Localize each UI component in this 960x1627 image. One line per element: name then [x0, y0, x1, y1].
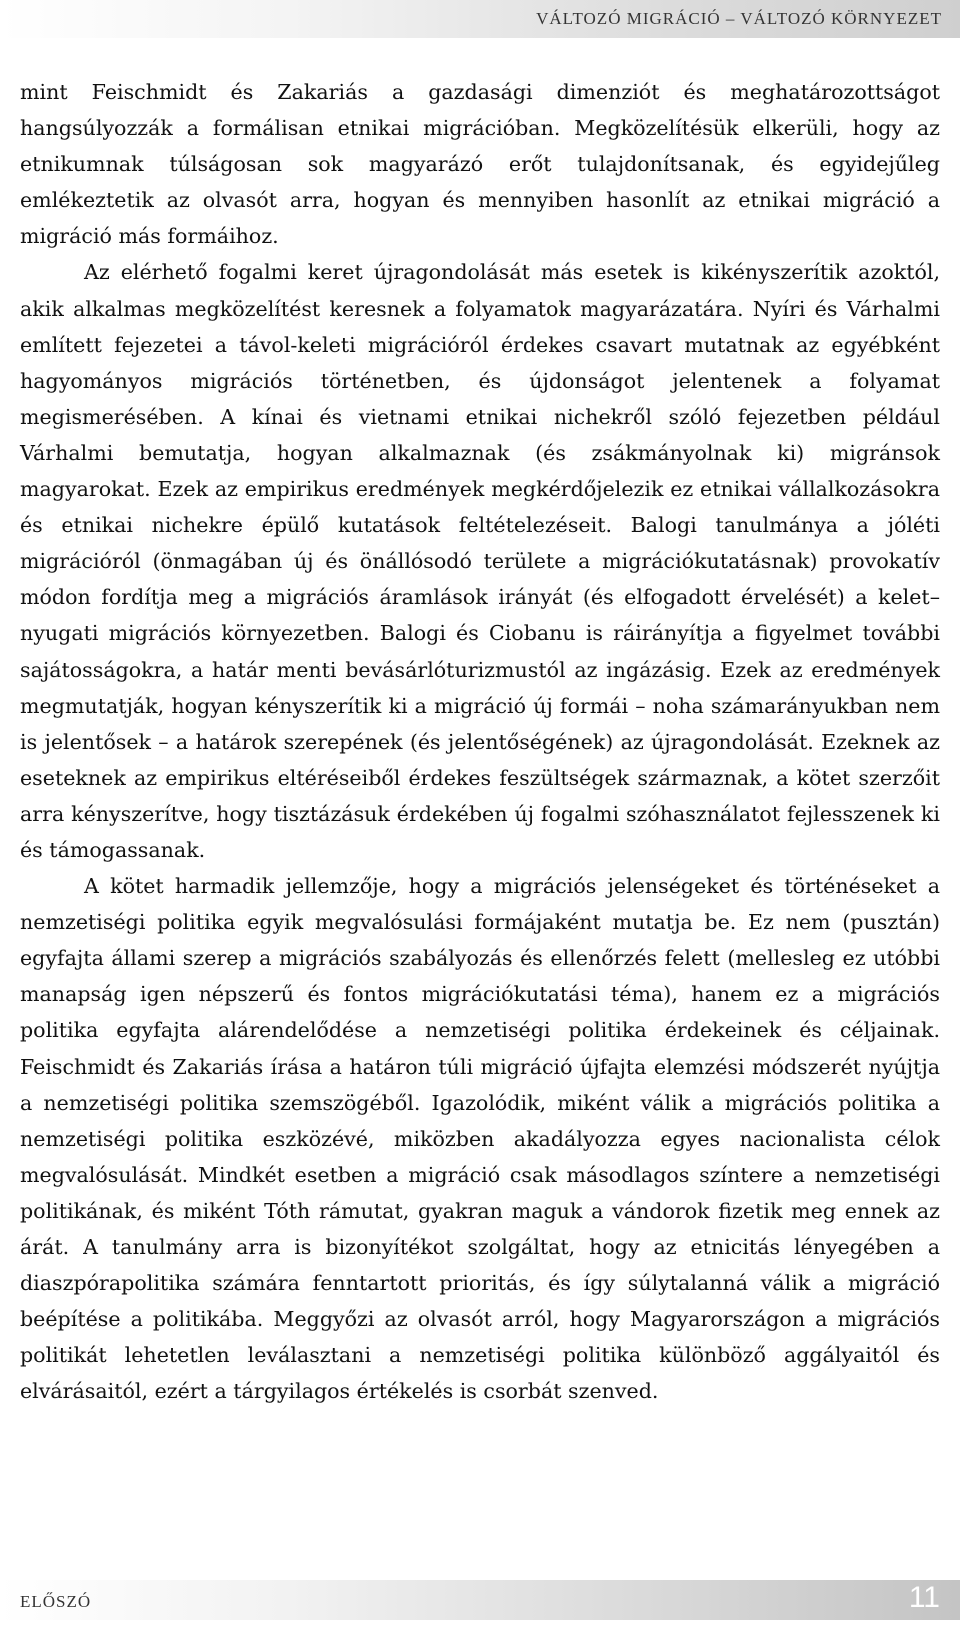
page-number: 11 [908, 1581, 940, 1614]
running-title: VÁLTOZÓ MIGRÁCIÓ – VÁLTOZÓ KÖRNYEZET [536, 9, 942, 28]
running-footer [0, 1580, 960, 1620]
section-label: ELŐSZÓ [20, 1592, 92, 1611]
paragraph: A kötet harmadik jellemzője, hogy a migrációs jelenségeket és történéseket a nemzetiségi politika egyik megvalósulási formájaként mutatja be. Ez nem (pusztán) egyfajta állami szerep a migrációs szabályozás és ellenőrzés felett (mellesleg ez utóbbi manapság igen népszerű és fontos migrációkutatási téma), hanem ez a migrációs politika egyfajta alárendelődése a nemzetiségi politika érdekeinek és céljainak. Feischmidt és Zakariás írása a határon túli migráció újfajta elemzési módszerét nyújtja a nemzetiségi politika szemszögéből. Igazolódik, miként válik a migrációs politika a nemzetiségi politika eszközévé, miközben akadályozza egyes nacionalista célok megvalósulását. Mindkét esetben a migráció csak másodlagos színtere a nemzetiségi politikának, és miként Tóth rámutat, gyakran maguk a vándorok fizetik meg ennek az árát. A tanulmány arra is bizonyítékot szolgáltat, hogy az etnicitás lényegében a diaszpórapolitika számára fenntartott prioritás, és így súlytalanná válik a migráció beépítése a politikába. Meggyőzi az olvasót arról, hogy Magyarországon a migrációs politikát lehetetlen leválasztani a nemzetiségi politika különböző aggályaitól és elvárásaitól, ezért a tárgyilagos értékelés is csorbát szenved. [20, 874, 940, 1404]
paragraph: Az elérhető fogalmi keret újragondolását más esetek is kikényszerítik azoktól, akik alkalmas megközelítést keresnek a folyamatok magyarázatára. Nyíri és Várhalmi említett fejezetei a távol-keleti migrációról érdekes csavart mutatnak az egyébként hagyományos migrációs történetben, és újdonságot jelentenek a folyamat megismerésében. A kínai és vietnami etnikai nichekről szóló fejezetben például Várhalmi bemutatja, hogyan alkalmaznak (és zsákmányolnak ki) migránsok magyarokat. Ezek az empirikus eredmények megkérdőjelezik ez etnikai vállalkozásokra és etnikai nichekre épülő kutatások feltételezéseit. Balogi tanulmánya a jóléti migrációról (önmagában új és önállósodó területe a migrációkutatásnak) provokatív módon fordítja meg a migrációs áramlások irányát (és elfogadott érvelését) a kelet–nyugati migrációs környezetben. Balogi és Ciobanu is ráirányítja a figyelmet további sajátosságokra, a határ menti bevásárlóturizmustól az ingázásig. Ezek az eredmények megmutatják, hogyan kényszerítik ki a migráció új formái – noha számarányukban nem is jelentősek – a határok szerepének (és jelentőségének) az újragondolását. Ezeknek az eseteknek az empirikus eltéréseiből érdekes feszültségek származnak, a kötet szerzőit arra kényszerítve, hogy tisztázásuk érdekében új fogalmi szóhasználatot fejlesszenek ki és támogassanak. [20, 260, 940, 862]
paragraph: mint Feischmidt és Zakariás a gazdasági dimenziót és meghatározottságot hangsúlyozzák a formálisan etnikai migrációban. Megközelítésük elkerüli, hogy az etnikumnak túlságosan sok magyarázó erőt tulajdonítsanak, és egyidejűleg emlékeztetik az olvasót arra, hogyan és mennyiben hasonlít az etnikai migráció a migráció más formáihoz. [20, 80, 940, 249]
running-header [0, 0, 960, 38]
main-text [20, 74, 940, 1409]
